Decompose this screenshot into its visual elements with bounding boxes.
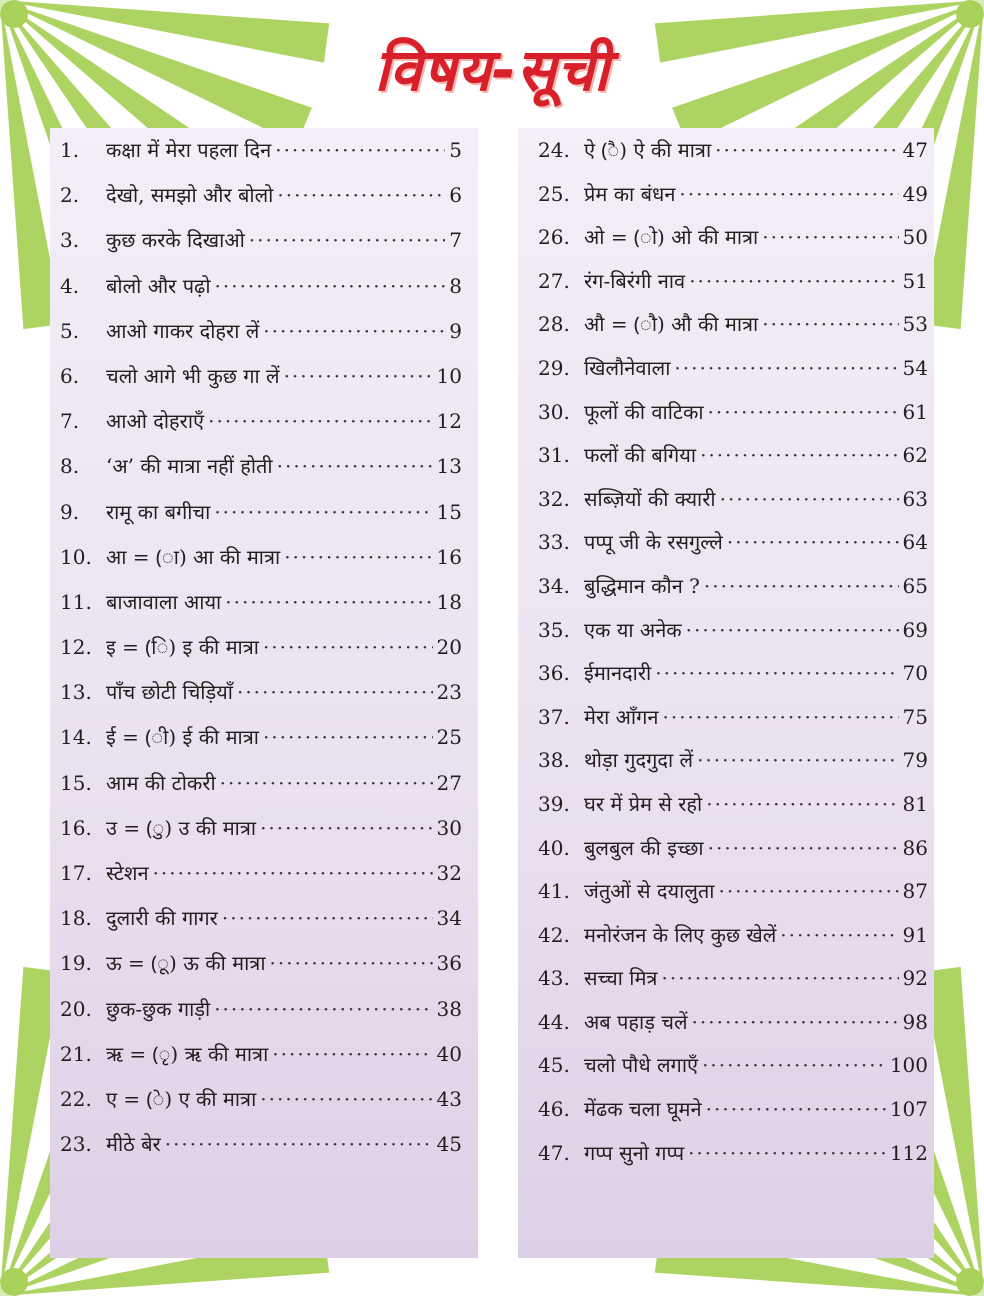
leader-dots [718, 879, 898, 903]
entry-page: 47 [902, 138, 928, 162]
entry-title: घर में प्रेम से रहो [584, 791, 703, 816]
entry-page: 69 [902, 617, 928, 642]
entry-title: पाँच छोटी चिड़ियाँ [106, 680, 233, 705]
toc-entry[interactable] [60, 678, 462, 723]
toc-entry[interactable] [60, 814, 462, 859]
leader-dots [679, 182, 898, 206]
entry-page: 40 [436, 1041, 462, 1066]
toc-entry[interactable] [60, 543, 462, 588]
entry-page: 38 [436, 996, 462, 1021]
entry-number: 16. [60, 815, 92, 840]
entry-title: ईमानदारी [584, 661, 652, 686]
entry-page: 92 [902, 966, 928, 991]
corner-dot [0, 1268, 28, 1296]
entry-page: 79 [902, 748, 928, 773]
leader-dots [270, 951, 433, 975]
corner-dot [956, 0, 984, 28]
leader-dots [214, 997, 432, 1021]
leader-dots [284, 545, 432, 569]
leader-dots [153, 861, 433, 885]
entry-page: 43 [436, 1086, 462, 1111]
entry-page: 16 [436, 544, 462, 569]
leader-dots [277, 183, 445, 207]
entry-title: मेंढक चला घूमने [584, 1097, 702, 1122]
entry-title: बुद्धिमान कौन ? [584, 573, 700, 598]
entry-page: 49 [902, 181, 928, 206]
contents-column-right [538, 136, 928, 1182]
leader-dots [706, 792, 898, 816]
entry-page: 63 [902, 486, 928, 511]
entry-number: 17. [60, 861, 92, 885]
entry-title: ओ = (ो) ओ की मात्रा [584, 225, 759, 250]
entry-title: कुछ करके दिखाओ [106, 228, 245, 253]
entry-page: 87 [902, 879, 928, 904]
toc-entry[interactable] [538, 354, 928, 398]
entry-page: 98 [902, 1009, 928, 1034]
entry-page: 91 [902, 922, 928, 947]
toc-entry[interactable] [538, 921, 928, 965]
entry-title: पप्पू जी के रसगुल्ले [584, 530, 723, 555]
entry-number: 47. [538, 1140, 570, 1165]
toc-entry[interactable] [60, 723, 462, 768]
entry-page: 18 [436, 589, 462, 614]
entry-title: खिलौनेवाला [584, 355, 671, 380]
entry-number: 2. [60, 183, 80, 208]
leader-dots [762, 225, 898, 249]
toc-entry[interactable] [538, 441, 928, 485]
leader-dots [674, 356, 898, 380]
entry-number: 13. [60, 680, 92, 705]
entry-number: 32. [538, 486, 570, 511]
toc-entry[interactable] [60, 362, 462, 407]
entry-number: 43. [538, 966, 570, 991]
toc-entry[interactable] [538, 485, 928, 529]
entry-number: 45. [538, 1053, 570, 1078]
toc-entry[interactable] [538, 1139, 928, 1183]
toc-entry[interactable] [538, 659, 928, 703]
entry-number: 20. [60, 996, 92, 1021]
entry-title: बाजावाला आया [106, 589, 222, 614]
entry-number: 1. [60, 138, 80, 162]
entry-number: 31. [538, 443, 570, 468]
entry-page: 6 [449, 183, 462, 208]
toc-entry[interactable] [538, 616, 928, 660]
entry-page: 100 [889, 1053, 928, 1078]
leader-dots [689, 269, 898, 293]
entry-title: रामू का बगीचा [106, 499, 211, 524]
entry-number: 6. [60, 363, 80, 388]
entry-title: ए = (े) ए की मात्रा [106, 1086, 257, 1111]
leader-dots [272, 1042, 432, 1066]
leader-dots [727, 530, 899, 554]
leader-dots [165, 1132, 433, 1156]
leader-dots [263, 635, 433, 659]
leader-dots [275, 138, 445, 162]
leader-dots [688, 1141, 886, 1165]
entry-number: 30. [538, 399, 570, 424]
toc-entry[interactable] [538, 1095, 928, 1139]
entry-number: 25. [538, 181, 570, 206]
toc-entry[interactable] [60, 452, 462, 497]
entry-title: उ = (ु) उ की मात्रा [106, 815, 257, 840]
entry-page: 30 [436, 815, 462, 840]
entry-number: 34. [538, 573, 570, 598]
toc-entry[interactable] [538, 223, 928, 267]
leader-dots [720, 487, 899, 511]
toc-entry[interactable] [60, 407, 462, 452]
leader-dots [700, 443, 898, 467]
entry-page: 61 [902, 399, 928, 424]
entry-number: 35. [538, 617, 570, 642]
leader-dots [263, 319, 445, 343]
toc-entry[interactable] [60, 633, 462, 678]
entry-number: 28. [538, 312, 570, 337]
toc-entry[interactable] [538, 877, 928, 921]
toc-entry[interactable] [538, 790, 928, 834]
entry-title: छुक-छुक गाड़ी [106, 996, 211, 1021]
entry-title: प्रेम का बंधन [584, 181, 676, 206]
leader-dots [263, 725, 433, 749]
corner-dot [956, 1268, 984, 1296]
entry-page: 65 [902, 573, 928, 598]
entry-page: 10 [436, 363, 462, 388]
toc-entry[interactable] [60, 588, 462, 633]
entry-title: थोड़ा गुदगुदा लें [584, 748, 694, 773]
toc-entry[interactable] [538, 572, 928, 616]
leader-dots [708, 836, 899, 860]
toc-entry[interactable] [60, 769, 462, 814]
toc-entry[interactable] [60, 226, 462, 271]
leader-dots [214, 500, 432, 524]
toc-entry[interactable] [538, 398, 928, 442]
toc-entry[interactable] [538, 746, 928, 790]
entry-number: 42. [538, 922, 570, 947]
entry-page: 13 [436, 454, 462, 479]
toc-entry[interactable] [60, 498, 462, 543]
toc-entry[interactable] [538, 267, 928, 311]
toc-entry[interactable] [60, 1085, 462, 1130]
leader-dots [715, 138, 898, 162]
entry-page: 64 [902, 530, 928, 555]
leader-dots [277, 454, 433, 478]
toc-entry[interactable] [60, 181, 462, 226]
leader-dots [704, 574, 899, 598]
toc-entry[interactable] [60, 949, 462, 994]
entry-title: एक या अनेक [584, 617, 682, 642]
entry-number: 44. [538, 1009, 570, 1034]
entry-page: 9 [449, 318, 462, 343]
entry-page: 20 [436, 635, 462, 660]
entry-title: आओ दोहराएँ [106, 409, 205, 434]
leader-dots [702, 1053, 886, 1077]
entry-page: 23 [436, 680, 462, 705]
entry-page: 8 [449, 273, 462, 298]
leader-dots [708, 400, 899, 424]
entry-number: 12. [60, 635, 92, 660]
entry-title: सच्चा मित्र [584, 966, 658, 991]
entry-title: रंग-बिरंगी नाव [584, 268, 686, 293]
entry-page: 53 [902, 312, 928, 337]
entry-number: 9. [60, 499, 80, 524]
entry-page: 34 [436, 906, 462, 931]
entry-number: 8. [60, 454, 80, 479]
entry-title: इ = (ि) इ की मात्रा [106, 635, 259, 660]
toc-entry[interactable] [538, 834, 928, 878]
toc-entry[interactable] [60, 859, 462, 904]
leader-dots [762, 312, 898, 336]
leader-dots [220, 771, 433, 795]
leader-dots [780, 923, 898, 947]
entry-number: 14. [60, 725, 92, 750]
leader-dots [208, 409, 432, 433]
entry-page: 27 [436, 770, 462, 795]
toc-entry[interactable] [538, 1051, 928, 1095]
leader-dots [284, 364, 433, 388]
entry-page: 75 [902, 704, 928, 729]
leader-dots [215, 274, 446, 298]
entry-page: 54 [902, 355, 928, 380]
entry-title: औ = (ौ) औ की मात्रा [584, 312, 759, 337]
leader-dots [260, 816, 432, 840]
entry-number: 19. [60, 951, 92, 976]
entry-page: 32 [436, 861, 462, 885]
entry-number: 40. [538, 835, 570, 860]
leader-dots [249, 228, 445, 252]
entry-number: 18. [60, 906, 92, 931]
leader-dots [692, 1010, 899, 1034]
entry-page: 70 [902, 661, 928, 686]
entry-title: सब्ज़ियों की क्यारी [584, 486, 716, 511]
entry-title: ई = (ी) ई की मात्रा [106, 725, 259, 750]
entry-title: चलो पौधे लगाएँ [584, 1053, 699, 1078]
entry-page: 7 [449, 228, 462, 253]
leader-dots [260, 1087, 432, 1111]
leader-dots [661, 966, 898, 990]
entry-title: स्टेशन [106, 861, 149, 885]
leader-dots [697, 748, 898, 772]
entry-page: 25 [436, 725, 462, 750]
toc-entry[interactable] [60, 995, 462, 1040]
entry-title: कक्षा में मेरा पहला दिन [106, 138, 272, 162]
entry-title: मनोरंजन के लिए कुछ खेलें [584, 922, 777, 947]
entry-page: 107 [889, 1097, 928, 1122]
toc-entry[interactable] [538, 1008, 928, 1052]
entry-number: 11. [60, 589, 92, 614]
corner-dot [0, 0, 28, 28]
entry-page: 12 [436, 409, 462, 434]
leader-dots [237, 680, 433, 704]
entry-title: ऊ = (ू) ऊ की मात्रा [106, 951, 266, 976]
entry-number: 26. [538, 225, 570, 250]
toc-entry[interactable] [60, 136, 462, 181]
entry-title: देखो, समझो और बोलो [106, 183, 274, 208]
entry-title: जंतुओं से दयालुता [584, 879, 715, 904]
entry-title: आ = (ा) आ की मात्रा [106, 544, 281, 569]
entry-title: गप्प सुनो गप्प [584, 1140, 685, 1165]
entry-page: 5 [449, 138, 462, 162]
entry-title: अब पहाड़ चलें [584, 1009, 688, 1034]
entry-number: 21. [60, 1041, 92, 1066]
entry-title: ऐ (ै) ऐ की मात्रा [584, 138, 712, 162]
entry-number: 33. [538, 530, 570, 555]
entry-number: 29. [538, 355, 570, 380]
entry-number: 38. [538, 748, 570, 773]
entry-title: मेरा आँगन [584, 704, 659, 729]
entry-number: 3. [60, 228, 80, 253]
entry-page: 112 [889, 1140, 928, 1165]
entry-title: आओ गाकर दोहरा लें [106, 318, 260, 343]
page-title: विषय-सूची [374, 36, 610, 104]
entry-number: 7. [60, 409, 80, 434]
toc-entry[interactable] [538, 703, 928, 747]
toc-entry[interactable] [538, 180, 928, 224]
toc-entry[interactable] [60, 1130, 462, 1175]
contents-column-left [60, 136, 462, 1175]
entry-number: 23. [60, 1132, 92, 1157]
entry-number: 4. [60, 273, 80, 298]
leader-dots [655, 661, 898, 685]
entry-number: 10. [60, 544, 92, 569]
entry-number: 36. [538, 661, 570, 686]
leader-dots [662, 705, 898, 729]
entry-page: 86 [902, 835, 928, 860]
toc-entry[interactable] [538, 964, 928, 1008]
entry-number: 5. [60, 318, 80, 343]
entry-number: 37. [538, 704, 570, 729]
entry-number: 27. [538, 268, 570, 293]
toc-entry[interactable] [60, 1040, 462, 1085]
entry-number: 39. [538, 791, 570, 816]
entry-title: बोलो और पढ़ो [106, 273, 211, 298]
entry-title: फूलों की वाटिका [584, 399, 704, 424]
toc-entry[interactable] [538, 528, 928, 572]
entry-number: 15. [60, 770, 92, 795]
entry-number: 24. [538, 138, 570, 162]
entry-title: मीठे बेर [106, 1132, 161, 1157]
entry-title: दुलारी की गागर [106, 906, 218, 931]
leader-dots [222, 906, 433, 930]
leader-dots [225, 590, 432, 614]
leader-dots [706, 1097, 886, 1121]
entry-page: 51 [902, 268, 928, 293]
toc-entry[interactable] [60, 904, 462, 949]
entry-title: ‘अ’ की मात्रा नहीं होती [106, 454, 273, 479]
entry-page: 81 [902, 791, 928, 816]
entry-page: 50 [902, 225, 928, 250]
entry-number: 22. [60, 1086, 92, 1111]
toc-entry[interactable] [538, 136, 928, 180]
entry-title: आम की टोकरी [106, 770, 216, 795]
toc-entry[interactable] [538, 310, 928, 354]
entry-page: 36 [436, 951, 462, 976]
entry-title: चलो आगे भी कुछ गा लें [106, 363, 280, 388]
entry-page: 45 [436, 1132, 462, 1157]
toc-entry[interactable] [60, 317, 462, 362]
entry-title: ऋ = (ृ) ऋ की मात्रा [106, 1041, 269, 1066]
entry-page: 15 [436, 499, 462, 524]
entry-title: बुलबुल की इच्छा [584, 835, 704, 860]
toc-entry[interactable] [60, 272, 462, 317]
entry-page: 62 [902, 443, 928, 468]
entry-title: फलों की बगिया [584, 443, 697, 468]
leader-dots [686, 618, 899, 642]
entry-number: 46. [538, 1097, 570, 1122]
entry-number: 41. [538, 879, 570, 904]
